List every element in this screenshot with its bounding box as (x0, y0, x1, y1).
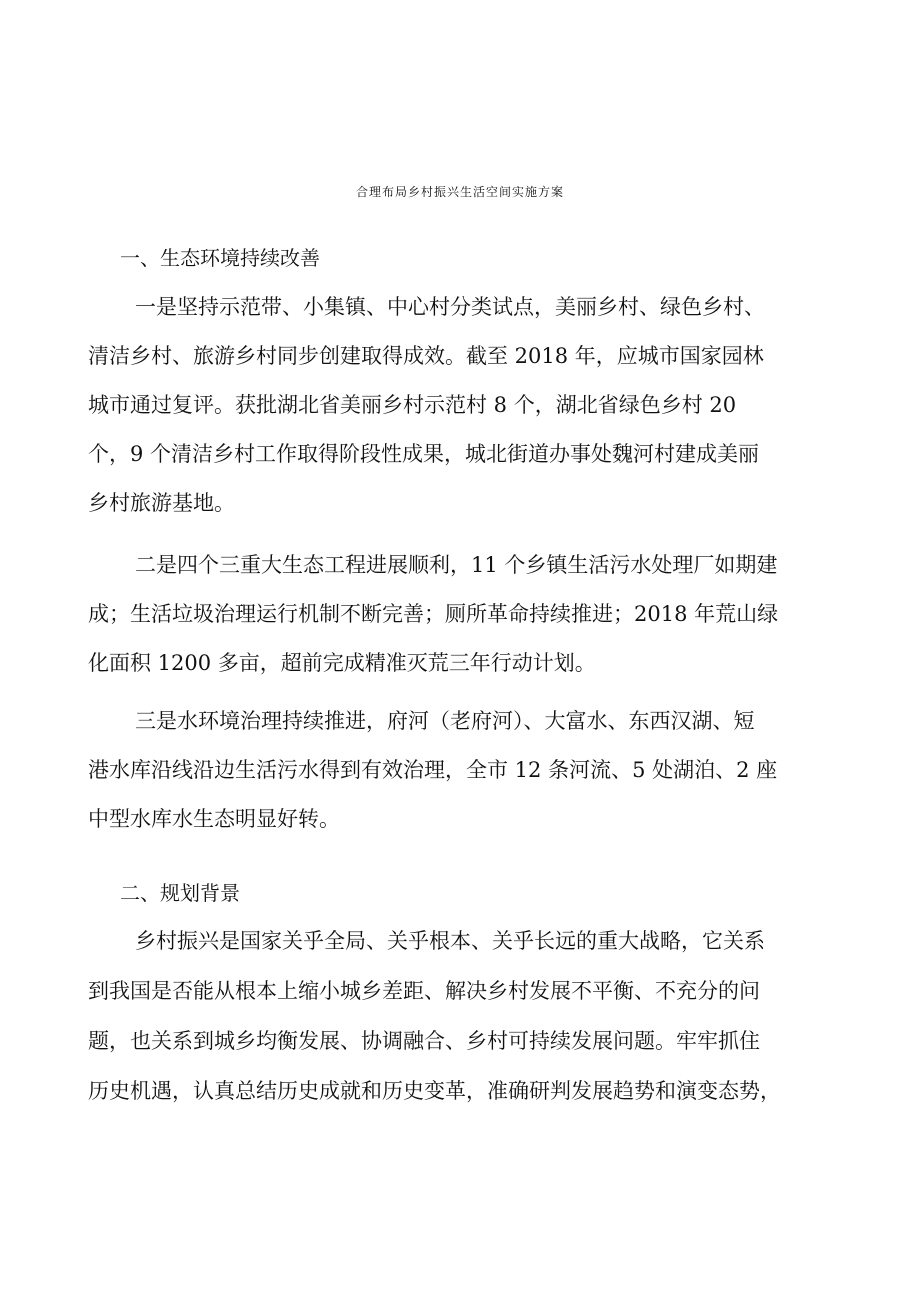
section-heading-background: 二、规划背景 (120, 881, 240, 905)
paragraph-line: 三是水环境治理持续推进，府河（老府河）、大富水、东西汉湖、短 (135, 709, 755, 733)
section-heading-ecology: 一、生态环境持续改善 (120, 246, 320, 270)
paragraph-line: 中型水库水生态明显好转。 (88, 807, 340, 831)
paragraph-line: 个，9 个清洁乡村工作取得阶段性成果，城北街道办事处魏河村建成美丽 (88, 442, 760, 466)
document-title: 合理布局乡村振兴生活空间实施方案 (355, 185, 564, 199)
paragraph-line: 到我国是否能从根本上缩小城乡差距、解决乡村发展不平衡、不充分的问 (88, 979, 760, 1003)
paragraph-line: 历史机遇，认真总结历史成就和历史变革，准确研判发展趋势和演变态势， (88, 1079, 781, 1103)
paragraph-line: 乡村旅游基地。 (88, 491, 235, 515)
paragraph-line: 化面积 1200 多亩，超前完成精准灭荒三年行动计划。 (88, 651, 596, 675)
paragraph-line: 题，也关系到城乡均衡发展、协调融合、乡村可持续发展问题。牢牢抓住 (88, 1029, 760, 1053)
paragraph-line: 清洁乡村、旅游乡村同步创建取得成效。截至 2018 年，应城市国家园林 (88, 344, 764, 368)
paragraph-line: 乡村振兴是国家关乎全局、关乎根本、关乎长远的重大战略，它关系 (135, 929, 765, 953)
paragraph-line: 二是四个三重大生态工程进展顺利，11 个乡镇生活污水处理厂如期建 (135, 553, 778, 577)
paragraph-line: 一是坚持示范带、小集镇、中心村分类试点，美丽乡村、绿色乡村、 (135, 295, 765, 319)
paragraph-line: 港水库沿线沿边生活污水得到有效治理，全市 12 条河流、5 处湖泊、2 座 (88, 758, 778, 782)
paragraph-line: 成；生活垃圾治理运行机制不断完善；厕所革命持续推进；2018 年荒山绿 (88, 602, 779, 626)
paragraph-line: 城市通过复评。获批湖北省美丽乡村示范村 8 个，湖北省绿色乡村 20 (88, 393, 737, 417)
